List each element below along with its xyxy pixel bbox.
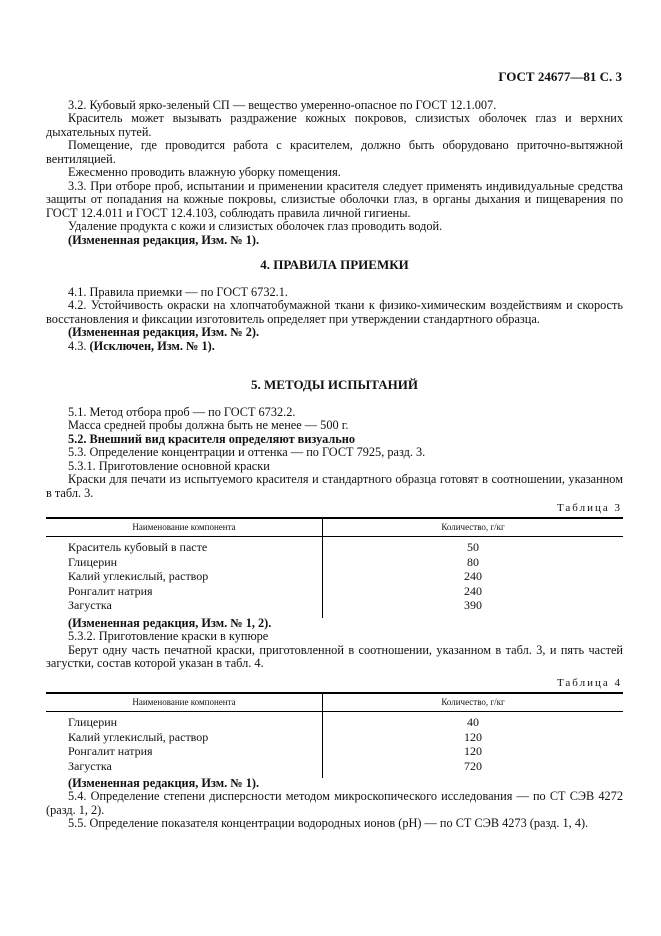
- cell-component: Калий углекислый, раствор: [46, 569, 323, 584]
- cell-component: Глицерин: [46, 712, 323, 730]
- paragraph: 5.3.2. Приготовление краски в купюре: [68, 629, 269, 644]
- amendment-note: (Измененная редакция, Изм. № 1).: [68, 776, 260, 790]
- section-4-text: [46, 286, 623, 353]
- paragraph: 5.4. Определение степени дисперсности методом микроскопического исследования — по СТ СЭВ 4272 (разд. 1, 2).: [46, 789, 623, 817]
- paragraph: 4.1. Правила приемки — по ГОСТ 6732.1.: [68, 285, 288, 299]
- table-row: [46, 555, 623, 570]
- cell-quantity: 390: [464, 598, 482, 613]
- cell-quantity: 240: [464, 569, 482, 584]
- column-header: Наименование компонента: [46, 518, 323, 537]
- paragraph: Ежесменно проводить влажную уборку помещения.: [68, 165, 341, 180]
- paragraph: 4.2. Устойчивость окраски на хлопчатобумажной ткани к физико-химическим воздействиям и скорость восстановления и фиксации изготовитель определяет при утверждении стандартного образца.: [46, 298, 623, 326]
- cell-component: Ронгалит натрия: [46, 584, 323, 599]
- column-header: Количество, г/кг: [323, 518, 624, 537]
- section-4-heading: 4. ПРАВИЛА ПРИЕМКИ: [260, 257, 409, 272]
- page-header: ГОСТ 24677—81 С. 3: [498, 69, 622, 84]
- amendment-note: (Измененная редакция, Изм. № 2).: [68, 325, 260, 340]
- table-row: [46, 744, 623, 759]
- paragraph: Краски для печати из испытуемого красителя и стандартного образца готовят в соотношении, указанном в табл. 3.: [46, 472, 623, 500]
- section-5-text-continued: [46, 617, 623, 671]
- column-header: Наименование компонента: [46, 693, 323, 712]
- table-row: [46, 569, 623, 584]
- cell-quantity: 240: [464, 583, 482, 598]
- paragraph: 5.3. Определение концентрации и оттенка — по ГОСТ 7925, разд. 3.: [68, 445, 426, 460]
- table-row: [46, 537, 623, 555]
- cell-quantity: 120: [464, 744, 482, 759]
- section-3-text: [46, 99, 623, 247]
- amendment-note: (Измененная редакция, Изм. № 1).: [68, 232, 260, 247]
- column-header: Количество, г/кг: [323, 693, 624, 712]
- cell-quantity: 720: [464, 758, 482, 773]
- paragraph: 5.1. Метод отбора проб — по ГОСТ 6732.2.: [68, 405, 296, 419]
- cell-component: Глицерин: [46, 555, 323, 570]
- cell-component: Краситель кубовый в пасте: [46, 537, 323, 555]
- table-4-caption: Таблица 4: [556, 677, 622, 689]
- paragraph: Удаление продукта с кожи и слизистых оболочек глаз проводить водой.: [68, 219, 443, 234]
- section-5-heading: 5. МЕТОДЫ ИСПЫТАНИЙ: [251, 377, 418, 392]
- table-row: [46, 584, 623, 599]
- paragraph: 5.5. Определение показателя концентрации водородных ионов (рН) — по СТ СЭВ 4273 (разд. 1, 4).: [68, 816, 589, 831]
- clause-number: 4.3.: [68, 338, 90, 353]
- paragraph: Берут одну часть печатной краски, приготовленной в соотношении, указанном в табл. 3, и пять частей загустки, состав которой указан в табл. 4.: [46, 642, 623, 671]
- cell-quantity: 50: [467, 540, 479, 554]
- table-3: [46, 517, 623, 618]
- amendment-note: (Исключен, Изм. № 1).: [89, 338, 215, 353]
- cell-component: Калий углекислый, раствор: [46, 730, 323, 745]
- amendment-note: (Измененная редакция, Изм. № 1, 2).: [68, 616, 272, 630]
- table-row: [46, 712, 623, 730]
- cell-quantity: 40: [467, 715, 479, 729]
- paragraph: Помещение, где проводится работа с красителем, должно быть оборудовано приточно-вытяжной вентиляцией.: [46, 138, 623, 166]
- table-3-caption: Таблица 3: [556, 502, 622, 514]
- section-5-text-end: [46, 777, 623, 831]
- section-5-text: [46, 406, 623, 500]
- paragraph: Краситель может вызывать раздражение кожных покровов, слизистых оболочек глаз и верхних дыхательных путей.: [46, 111, 623, 139]
- paragraph: [46, 340, 623, 353]
- paragraph: 3.2. Кубовый ярко-зеленый СП — вещество умеренно-опасное по ГОСТ 12.1.007.: [68, 98, 497, 112]
- table-4: [46, 692, 623, 778]
- cell-quantity: 120: [464, 729, 482, 744]
- paragraph: Масса средней пробы должна быть не менее — 500 г.: [68, 418, 349, 433]
- paragraph: 5.3.1. Приготовление основной краски: [68, 458, 270, 473]
- cell-quantity: 80: [467, 554, 479, 569]
- cell-component: Ронгалит натрия: [46, 744, 323, 759]
- cell-component: Загустка: [46, 759, 323, 779]
- table-row: [46, 730, 623, 745]
- paragraph: 3.3. При отборе проб, испытании и применении красителя следует применять индивидуальные средства защиты от попадания на кожные покровы, слизистые оболочки глаз, в органы дыхания и пищеварения по ГОСТ 12.4.011 и ГОСТ 12.4.103, соблюдать правила личной гигиены.: [46, 178, 623, 220]
- cell-component: Загустка: [46, 598, 323, 618]
- paragraph: 5.2. Внешний вид красителя определяют визуально: [68, 431, 355, 446]
